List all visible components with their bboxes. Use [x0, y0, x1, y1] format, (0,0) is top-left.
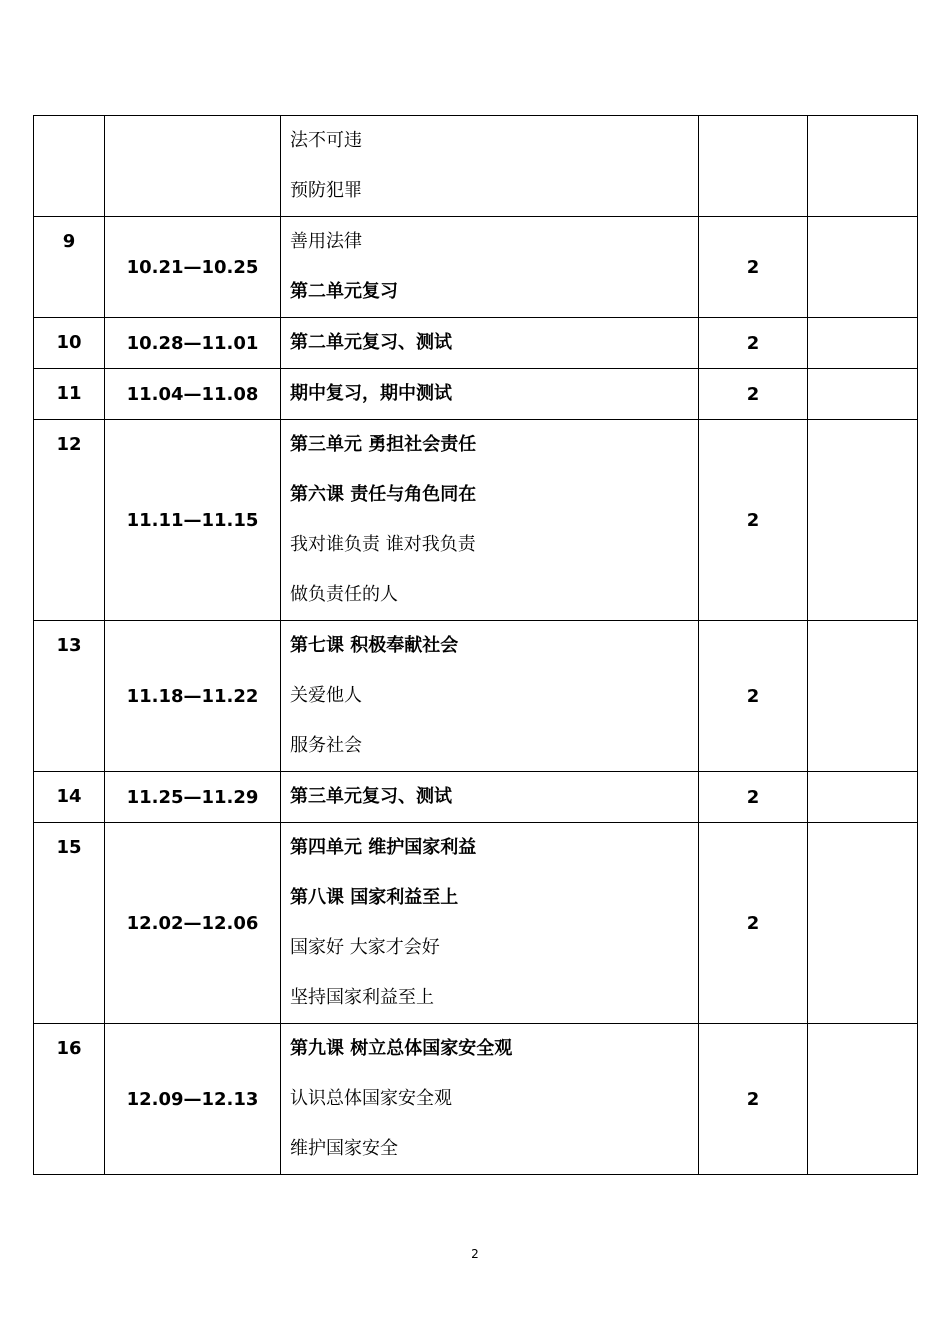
- content-line: 第三单元 勇担社会责任: [290, 434, 477, 455]
- hours-cell: 2: [699, 318, 808, 369]
- remarks-cell: [808, 1024, 918, 1175]
- content-line: 第六课 责任与角色同在: [290, 484, 477, 505]
- hours-cell: 2: [699, 772, 808, 823]
- content-cell: [281, 1024, 699, 1175]
- date-range-cell: 11.04—11.08: [105, 369, 281, 420]
- table-row: [34, 823, 918, 1024]
- hours-cell: 2: [699, 621, 808, 772]
- hours-cell: 2: [699, 1024, 808, 1175]
- hours-cell: 2: [699, 369, 808, 420]
- content-line: 我对谁负责 谁对我负责: [290, 534, 476, 555]
- remarks-cell: [808, 420, 918, 621]
- content-cell: [281, 318, 699, 369]
- content-line: 服务社会: [290, 735, 362, 756]
- content-cell: [281, 823, 699, 1024]
- date-range-cell: 11.25—11.29: [105, 772, 281, 823]
- table-row: [34, 420, 918, 621]
- remarks-cell: [808, 116, 918, 217]
- date-range-cell: 12.09—12.13: [105, 1024, 281, 1175]
- content-cell: [281, 772, 699, 823]
- remarks-cell: [808, 621, 918, 772]
- remarks-cell: [808, 217, 918, 318]
- content-line: 关爱他人: [290, 685, 362, 706]
- content-line: 第七课 积极奉献社会: [290, 635, 459, 656]
- content-line: 第二单元复习: [290, 281, 398, 302]
- table-row: [34, 217, 918, 318]
- hours-cell: [699, 116, 808, 217]
- content-line: 坚持国家利益至上: [290, 987, 434, 1008]
- table-row: [34, 772, 918, 823]
- content-line: 第八课 国家利益至上: [290, 887, 459, 908]
- content-line: 第四单元 维护国家利益: [290, 837, 477, 858]
- hours-cell: 2: [699, 823, 808, 1024]
- content-cell: [281, 116, 699, 217]
- content-cell: [281, 621, 699, 772]
- date-range-cell: 11.11—11.15: [105, 420, 281, 621]
- week-cell: 11: [34, 369, 105, 420]
- week-cell: 12: [34, 420, 105, 621]
- remarks-cell: [808, 772, 918, 823]
- date-range-cell: 10.21—10.25: [105, 217, 281, 318]
- remarks-cell: [808, 823, 918, 1024]
- table-row: [34, 116, 918, 217]
- content-line: 认识总体国家安全观: [290, 1088, 452, 1109]
- content-cell: [281, 217, 699, 318]
- date-range-cell: 12.02—12.06: [105, 823, 281, 1024]
- week-cell: 10: [34, 318, 105, 369]
- content-line: 法不可违: [290, 130, 362, 151]
- table-row: [34, 369, 918, 420]
- hours-cell: 2: [699, 217, 808, 318]
- week-cell: 16: [34, 1024, 105, 1175]
- content-line: 期中复习，期中测试: [290, 383, 452, 404]
- week-cell: 14: [34, 772, 105, 823]
- schedule-table: [33, 115, 918, 1175]
- date-range-cell: [105, 116, 281, 217]
- week-cell: 13: [34, 621, 105, 772]
- content-line: 做负责任的人: [290, 584, 398, 605]
- content-line: 国家好 大家才会好: [290, 937, 440, 958]
- content-line: 预防犯罪: [290, 180, 362, 201]
- remarks-cell: [808, 318, 918, 369]
- content-line: 第三单元复习、测试: [290, 786, 452, 807]
- content-line: 第二单元复习、测试: [290, 332, 452, 353]
- date-range-cell: 10.28—11.01: [105, 318, 281, 369]
- page-number: 2: [471, 1247, 479, 1261]
- remarks-cell: [808, 369, 918, 420]
- content-line: 维护国家安全: [290, 1138, 398, 1159]
- week-cell: [34, 116, 105, 217]
- content-cell: [281, 369, 699, 420]
- table-row: [34, 318, 918, 369]
- week-cell: 9: [34, 217, 105, 318]
- week-cell: 15: [34, 823, 105, 1024]
- content-cell: [281, 420, 699, 621]
- date-range-cell: 11.18—11.22: [105, 621, 281, 772]
- content-line: 善用法律: [290, 231, 362, 252]
- table-row: [34, 1024, 918, 1175]
- hours-cell: 2: [699, 420, 808, 621]
- content-line: 第九课 树立总体国家安全观: [290, 1038, 513, 1059]
- schedule-table-body: [34, 116, 918, 1175]
- table-row: [34, 621, 918, 772]
